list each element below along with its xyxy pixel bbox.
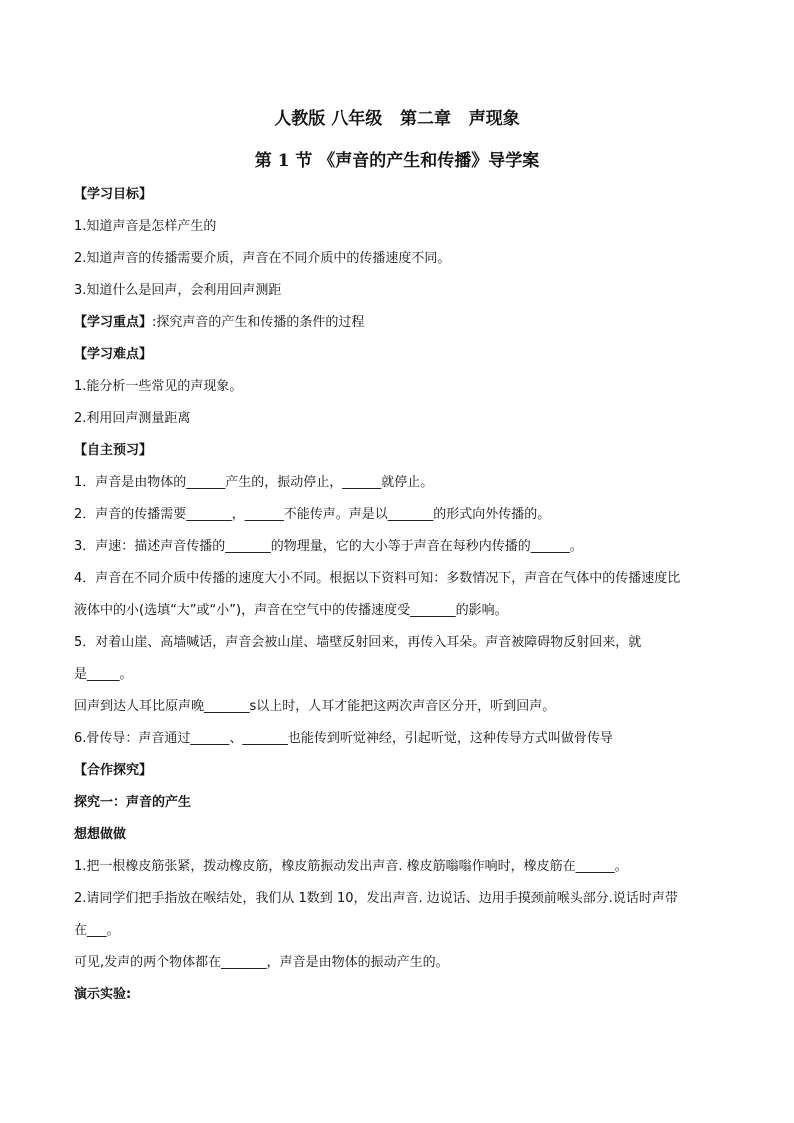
key-points-heading: 【学习重点】 [74,315,153,330]
preview-line: 3．声速：描述声音传播的_______的物理量，它的大小等于声音在每秒内传播的______。 [74,539,583,554]
document-title: 人教版 八年级 第二章 声现象 [274,109,520,129]
demo-title: 演示实验: [74,987,132,1002]
objectives-heading: 【学习目标】 [74,187,153,202]
explore-title: 探究一：声音的产生 [74,795,192,810]
cooperation-heading: 【合作探究】 [74,763,153,778]
difficulty-item: 2.利用回声测量距离 [74,411,191,426]
objective-item: 2.知道声音的传播需要介质，声音在不同介质中的传播速度不同。 [74,251,451,266]
preview-heading: 【自主预习】 [74,443,153,458]
difficulty-item: 1.能分析一些常见的声现象。 [74,379,243,394]
preview-line: 2．声音的传播需要_______，______不能传声。声是以_______的形式向外传播的。 [74,507,551,522]
difficulties-heading: 【学习难点】 [74,347,153,362]
cooperation-line: 1.把一根橡皮筋张紧，拨动橡皮筋，橡皮筋振动发出声音. 橡皮筋嗡嗡作响时，橡皮筋在______。 [74,859,628,874]
preview-line: 4．声音在不同介质中传播的速度大小不同。根据以下资料可知：多数情况下，声音在气体中的传播速度比 [74,571,681,586]
cooperation-line: 可见,发声的两个物体都在_______，声音是由物体的振动产生的。 [74,955,449,970]
preview-line: 回声到达人耳比原声晚_______s以上时，人耳才能把这两次声音区分开，听到回声。 [74,699,556,714]
cooperation-line: 2.请同学们把手指放在喉结处，我们从 1数到 10，发出声音. 边说话、边用手摸颈前喉头部分.说话时声带 [74,891,678,906]
key-points-text: :探究声音的产生和传播的条件的过程 [152,315,365,330]
preview-line: 1．声音是由物体的______产生的，振动停止，______就停止。 [74,475,434,490]
document-subtitle: 第 1 节 《声音的产生和传播》导学案 [254,151,540,171]
preview-line: 是_____。 [74,667,133,682]
preview-line: 6.骨传导：声音通过______、_______也能传到听觉神经，引起听觉，这种传导方式叫做骨传导 [74,731,613,746]
preview-line: 液体中的小(选填“大”或“小”)，声音在空气中的传播速度受_______的影响。 [74,603,508,618]
preview-line: 5．对着山崖、高墙喊话，声音会被山崖、墙壁反射回来，再传入耳朵。声音被障碍物反射回来，就 [74,635,642,650]
objective-item: 1.知道声音是怎样产生的 [74,219,217,234]
cooperation-line: 在___。 [74,923,120,938]
objective-item: 3.知道什么是回声，会利用回声测距 [74,283,282,298]
key-points-line [74,314,364,332]
think-title: 想想做做 [74,827,127,842]
